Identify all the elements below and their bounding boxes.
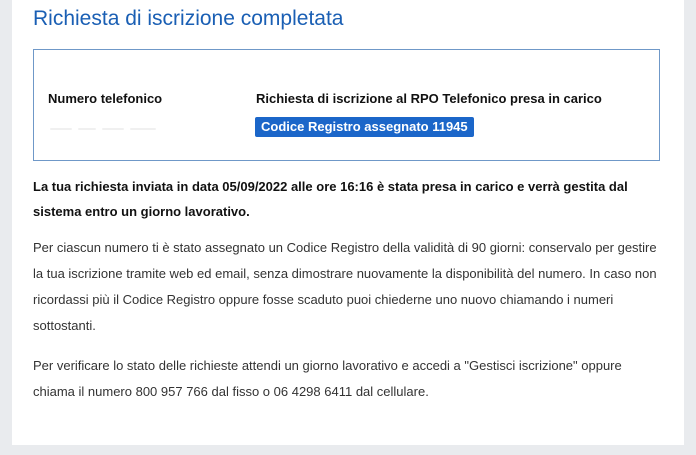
request-status-text: Richiesta di iscrizione al RPO Telefonico presa in carico (256, 91, 602, 106)
registry-code-badge: Codice Registro assegnato 11945 (255, 117, 474, 137)
page-container (12, 0, 684, 445)
confirmation-notice: La tua richiesta inviata in data 05/09/2022 alle ore 16:16 è stata presa in carico e verrà gestita dal sistema entro un giorno lavorativo. (33, 179, 628, 219)
phone-number-value-masked (50, 124, 170, 134)
summary-box (33, 49, 660, 161)
phone-number-label: Numero telefonico (48, 91, 163, 106)
info-paragraph-code-validity: Per ciascun numero ti è stato assegnato un Codice Registro della validità di 90 giorni: conservalo per gestire la tua iscrizione tramite web ed email, senza dimostrare nuovamente la disponibilità del numero. In caso non ricordassi più il Codice Registro oppure fosse scaduto puoi chiederne uno nuovo chiamando i numeri sottostanti. (33, 240, 657, 333)
info-paragraph-check-status: Per verificare lo stato delle richieste attendi un giorno lavorativo e accedi a "Gestisci iscrizione" oppure chiama il numero 800 957 766 dal fisso o 06 4298 6411 dal cellulare. (33, 358, 622, 399)
page-title: Richiesta di iscrizione completata (33, 7, 344, 30)
